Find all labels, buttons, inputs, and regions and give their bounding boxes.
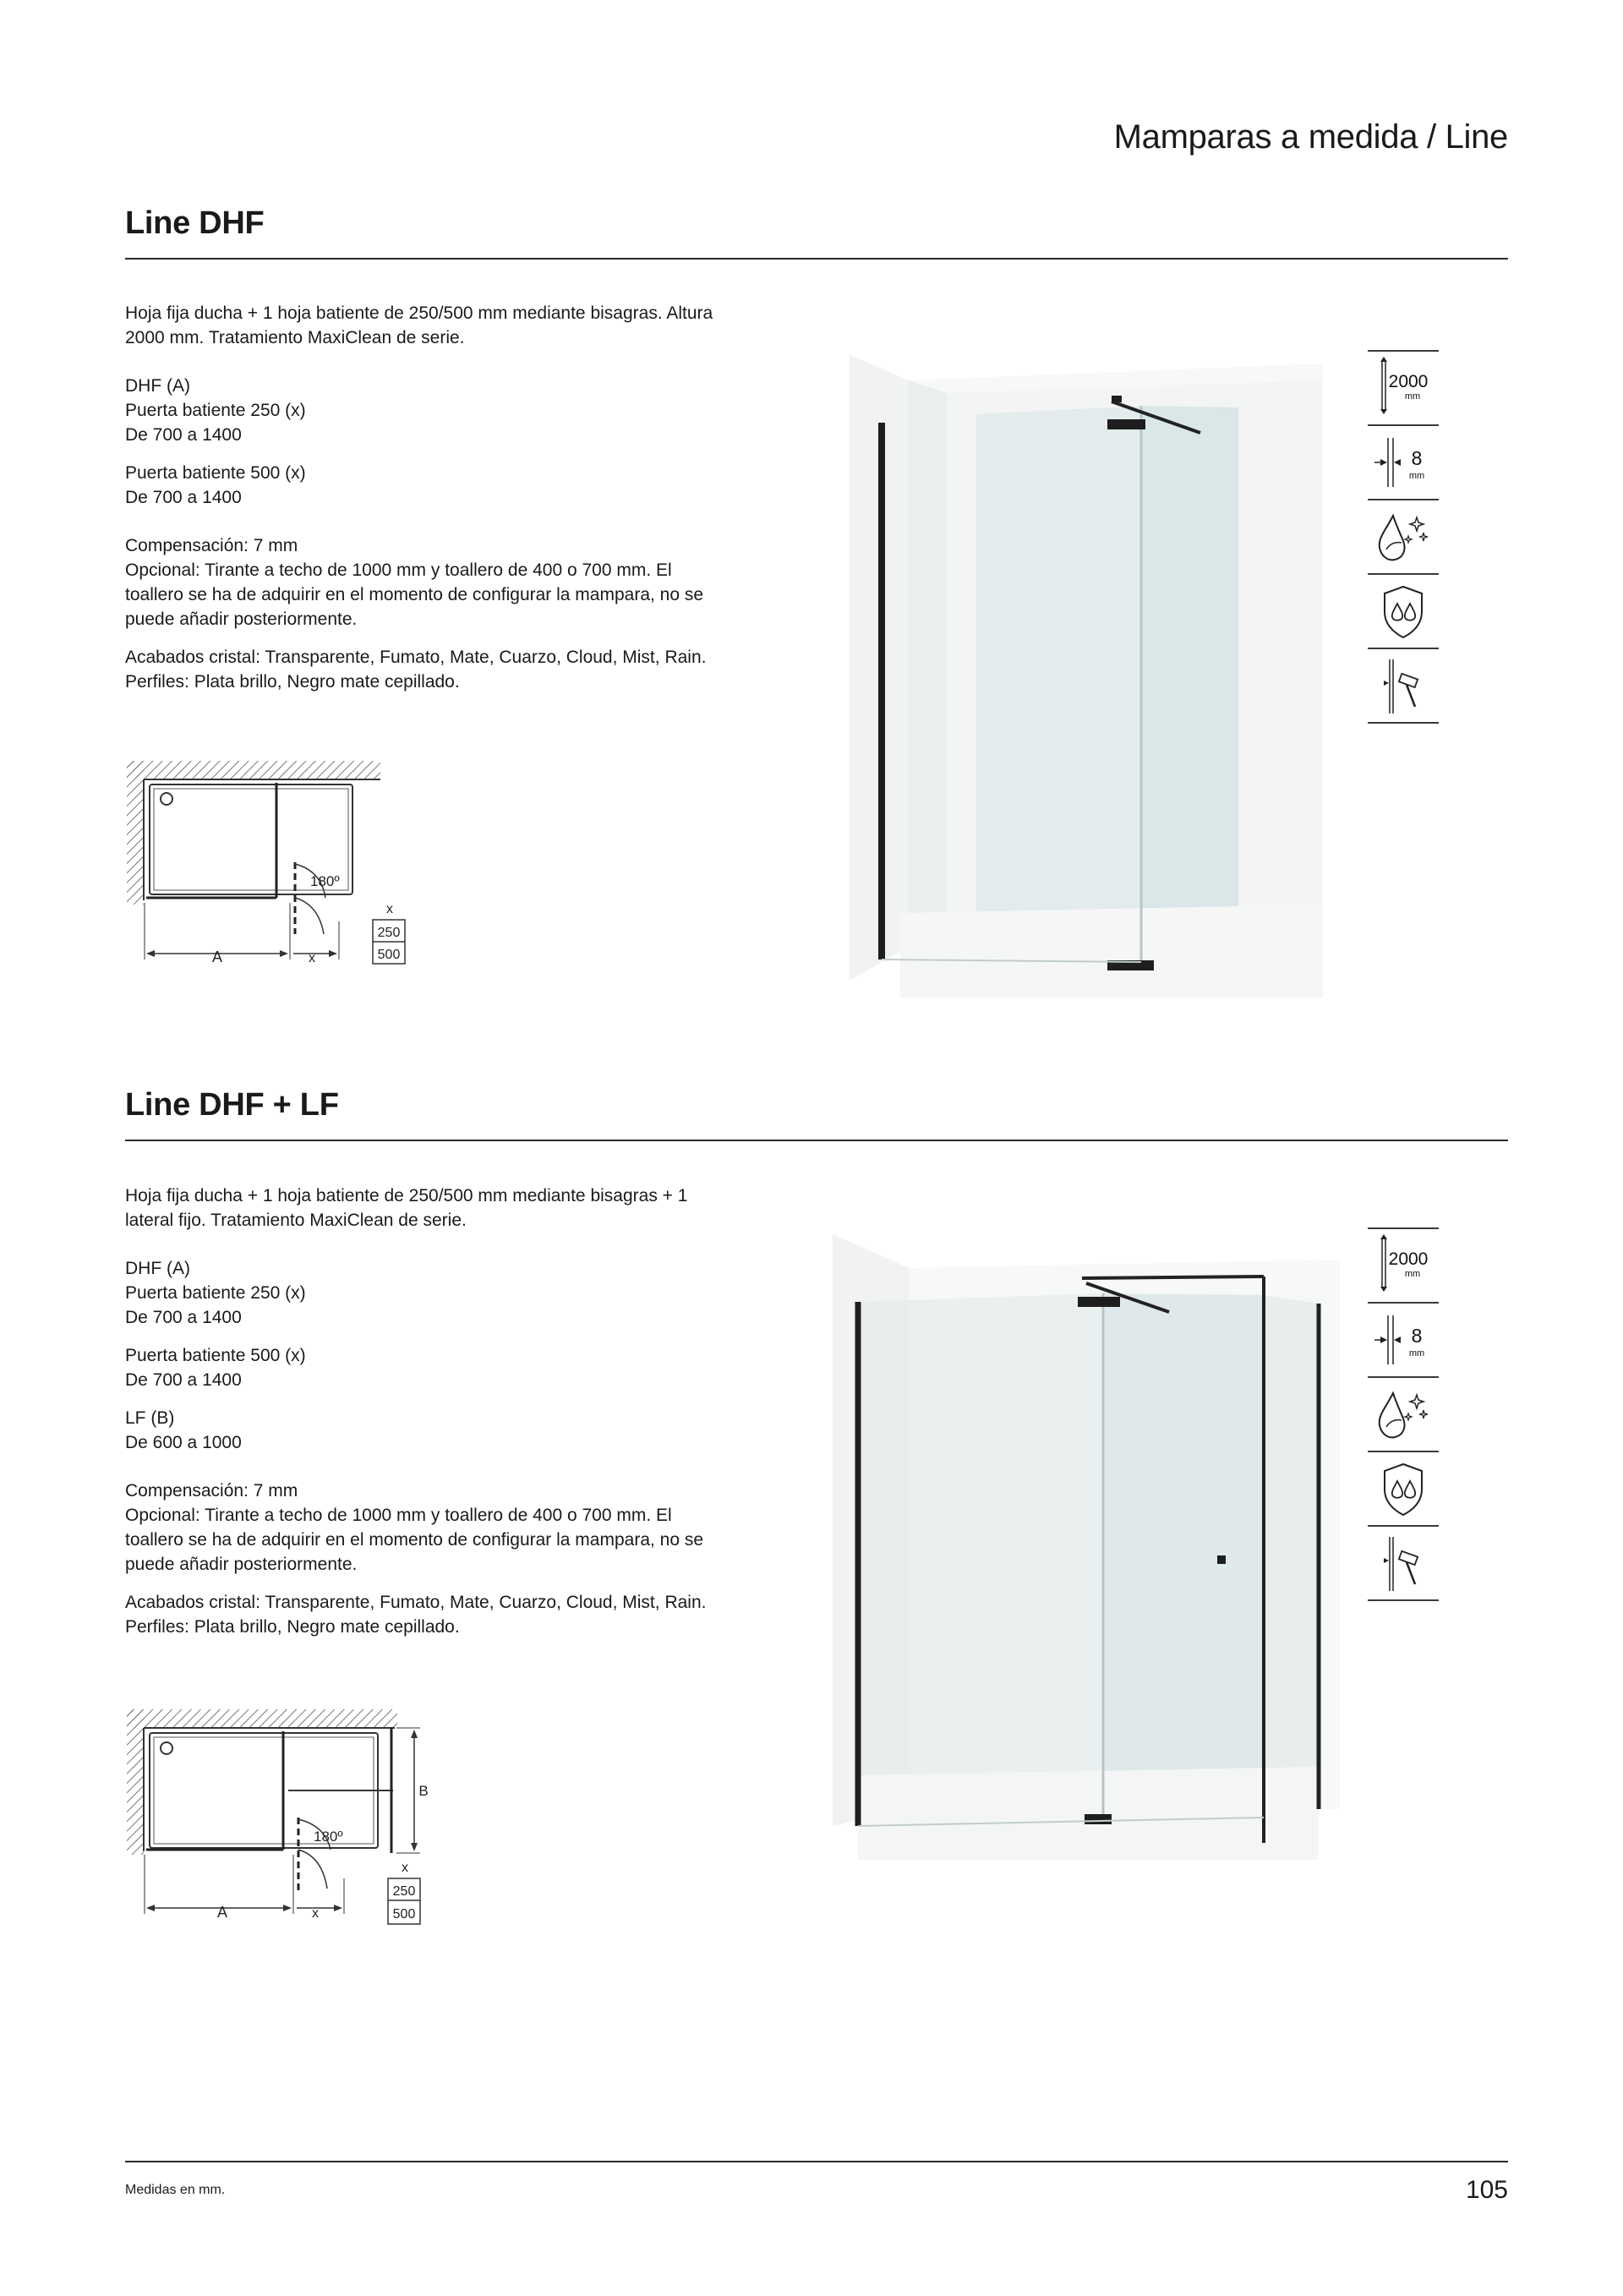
section-description: [125, 301, 801, 694]
optional-line: toallero se ha de adquirir en el momento de configurar la mampara, no se: [125, 1530, 704, 1550]
page-number: 105: [1465, 2176, 1508, 2204]
floor-plan-diagram-dhf: [123, 752, 414, 972]
drop-sparkle-icon: [1368, 1378, 1439, 1451]
angle-label: 180º: [314, 1829, 343, 1845]
page-header-title: Mamparas a medida / Line: [1113, 118, 1508, 156]
optional-line: Opcional: Tirante a techo de 1000 mm y toallero de 400 o 700 mm. El: [125, 1506, 672, 1525]
dimension-x-label: x: [309, 951, 315, 965]
spec-line: Puerta batiente 500 (x): [125, 463, 306, 483]
maxiclean-spec: [1368, 499, 1439, 573]
dimension-a-label: A: [216, 1904, 228, 1921]
footer-note: Medidas en mm.: [125, 2183, 226, 2197]
dimension-x-label: x: [312, 1906, 319, 1921]
height-spec: [1368, 350, 1439, 424]
thickness-spec: [1368, 1302, 1439, 1376]
spec-line: De 600 a 1000: [125, 1433, 242, 1452]
thickness-value: 8: [1411, 1325, 1423, 1347]
intro-line: Hoja fija ducha + 1 hoja batiente de 250/500 mm mediante bisagras. Altura: [125, 303, 713, 323]
height-icon: [1368, 352, 1439, 424]
spec-line: De 700 a 1400: [125, 1308, 242, 1327]
intro-line: Hoja fija ducha + 1 hoja batiente de 250/500 mm mediante bisagras + 1: [125, 1186, 688, 1205]
dimension-b-label: B: [418, 1783, 429, 1799]
feature-icons-column: [1368, 1227, 1439, 1601]
install-spec: [1368, 648, 1439, 724]
x-table-header: x: [386, 902, 393, 916]
product-photo-line-dhf: [850, 355, 1331, 998]
section-description: [125, 1184, 801, 1639]
section-divider: [125, 1140, 1508, 1141]
spec-line: De 700 a 1400: [125, 1370, 242, 1390]
height-value: 2000: [1388, 372, 1429, 391]
optional-line: toallero se ha de adquirir en el momento de configurar la mampara, no se: [125, 585, 704, 604]
protection-spec: [1368, 1451, 1439, 1525]
optional-line: Opcional: Tirante a techo de 1000 mm y toallero de 400 o 700 mm. El: [125, 560, 672, 580]
glass-thickness-icon: [1368, 1304, 1439, 1376]
spec-line: LF (B): [125, 1408, 175, 1428]
height-unit: mm: [1404, 1269, 1421, 1279]
spec-line: Puerta batiente 250 (x): [125, 401, 306, 420]
shield-drops-icon: [1368, 575, 1439, 648]
intro-line: 2000 mm. Tratamiento MaxiClean de serie.: [125, 328, 465, 347]
shield-drops-icon: [1368, 1452, 1439, 1525]
x-table-header: x: [402, 1861, 408, 1875]
height-value: 2000: [1388, 1249, 1429, 1269]
compensation-line: Compensación: 7 mm: [125, 536, 298, 555]
spec-line: De 700 a 1400: [125, 425, 242, 445]
drop-sparkle-icon: [1368, 500, 1439, 573]
maxiclean-spec: [1368, 1376, 1439, 1451]
footer-divider: [125, 2161, 1508, 2162]
optional-line: puede añadir posteriormente.: [125, 1555, 358, 1574]
spec-line: Puerta batiente 250 (x): [125, 1283, 306, 1303]
install-spec: [1368, 1525, 1439, 1601]
height-unit: mm: [1404, 391, 1421, 402]
thickness-spec: [1368, 424, 1439, 499]
angle-label: 180º: [310, 873, 340, 889]
finishes-line: Acabados cristal: Transparente, Fumato, Mate, Cuarzo, Cloud, Mist, Rain.: [125, 648, 707, 667]
finishes-line: Perfiles: Plata brillo, Negro mate cepillado.: [125, 672, 460, 692]
height-icon: [1368, 1229, 1439, 1302]
intro-line: lateral fijo. Tratamiento MaxiClean de serie.: [125, 1211, 467, 1230]
floor-plan-diagram-dhf-lf: [123, 1701, 440, 1929]
x-value-250: 250: [392, 1884, 416, 1899]
feature-icons-column: [1368, 350, 1439, 724]
finishes-line: Perfiles: Plata brillo, Negro mate cepillado.: [125, 1617, 460, 1637]
hammer-install-icon: [1368, 1527, 1439, 1599]
glass-thickness-icon: [1368, 426, 1439, 499]
product-photo-line-dhf-lf: [833, 1234, 1344, 1877]
height-spec: [1368, 1227, 1439, 1302]
x-value-250: 250: [377, 926, 401, 940]
section-title-line-dhf: Line DHF: [125, 205, 265, 241]
section-divider: [125, 258, 1508, 260]
spec-line: DHF (A): [125, 376, 190, 396]
thickness-unit: mm: [1408, 471, 1425, 481]
optional-line: puede añadir posteriormente.: [125, 610, 358, 629]
dimension-a-label: A: [211, 948, 223, 965]
section-title-line-dhf-lf: Line DHF + LF: [125, 1087, 339, 1123]
spec-line: Puerta batiente 500 (x): [125, 1346, 306, 1365]
spec-line: DHF (A): [125, 1259, 190, 1278]
finishes-line: Acabados cristal: Transparente, Fumato, Mate, Cuarzo, Cloud, Mist, Rain.: [125, 1593, 707, 1612]
protection-spec: [1368, 573, 1439, 648]
thickness-value: 8: [1411, 447, 1423, 469]
compensation-line: Compensación: 7 mm: [125, 1481, 298, 1501]
hammer-install-icon: [1368, 649, 1439, 722]
x-value-500: 500: [377, 948, 401, 962]
x-value-500: 500: [392, 1907, 416, 1922]
spec-line: De 700 a 1400: [125, 488, 242, 507]
thickness-unit: mm: [1408, 1348, 1425, 1358]
